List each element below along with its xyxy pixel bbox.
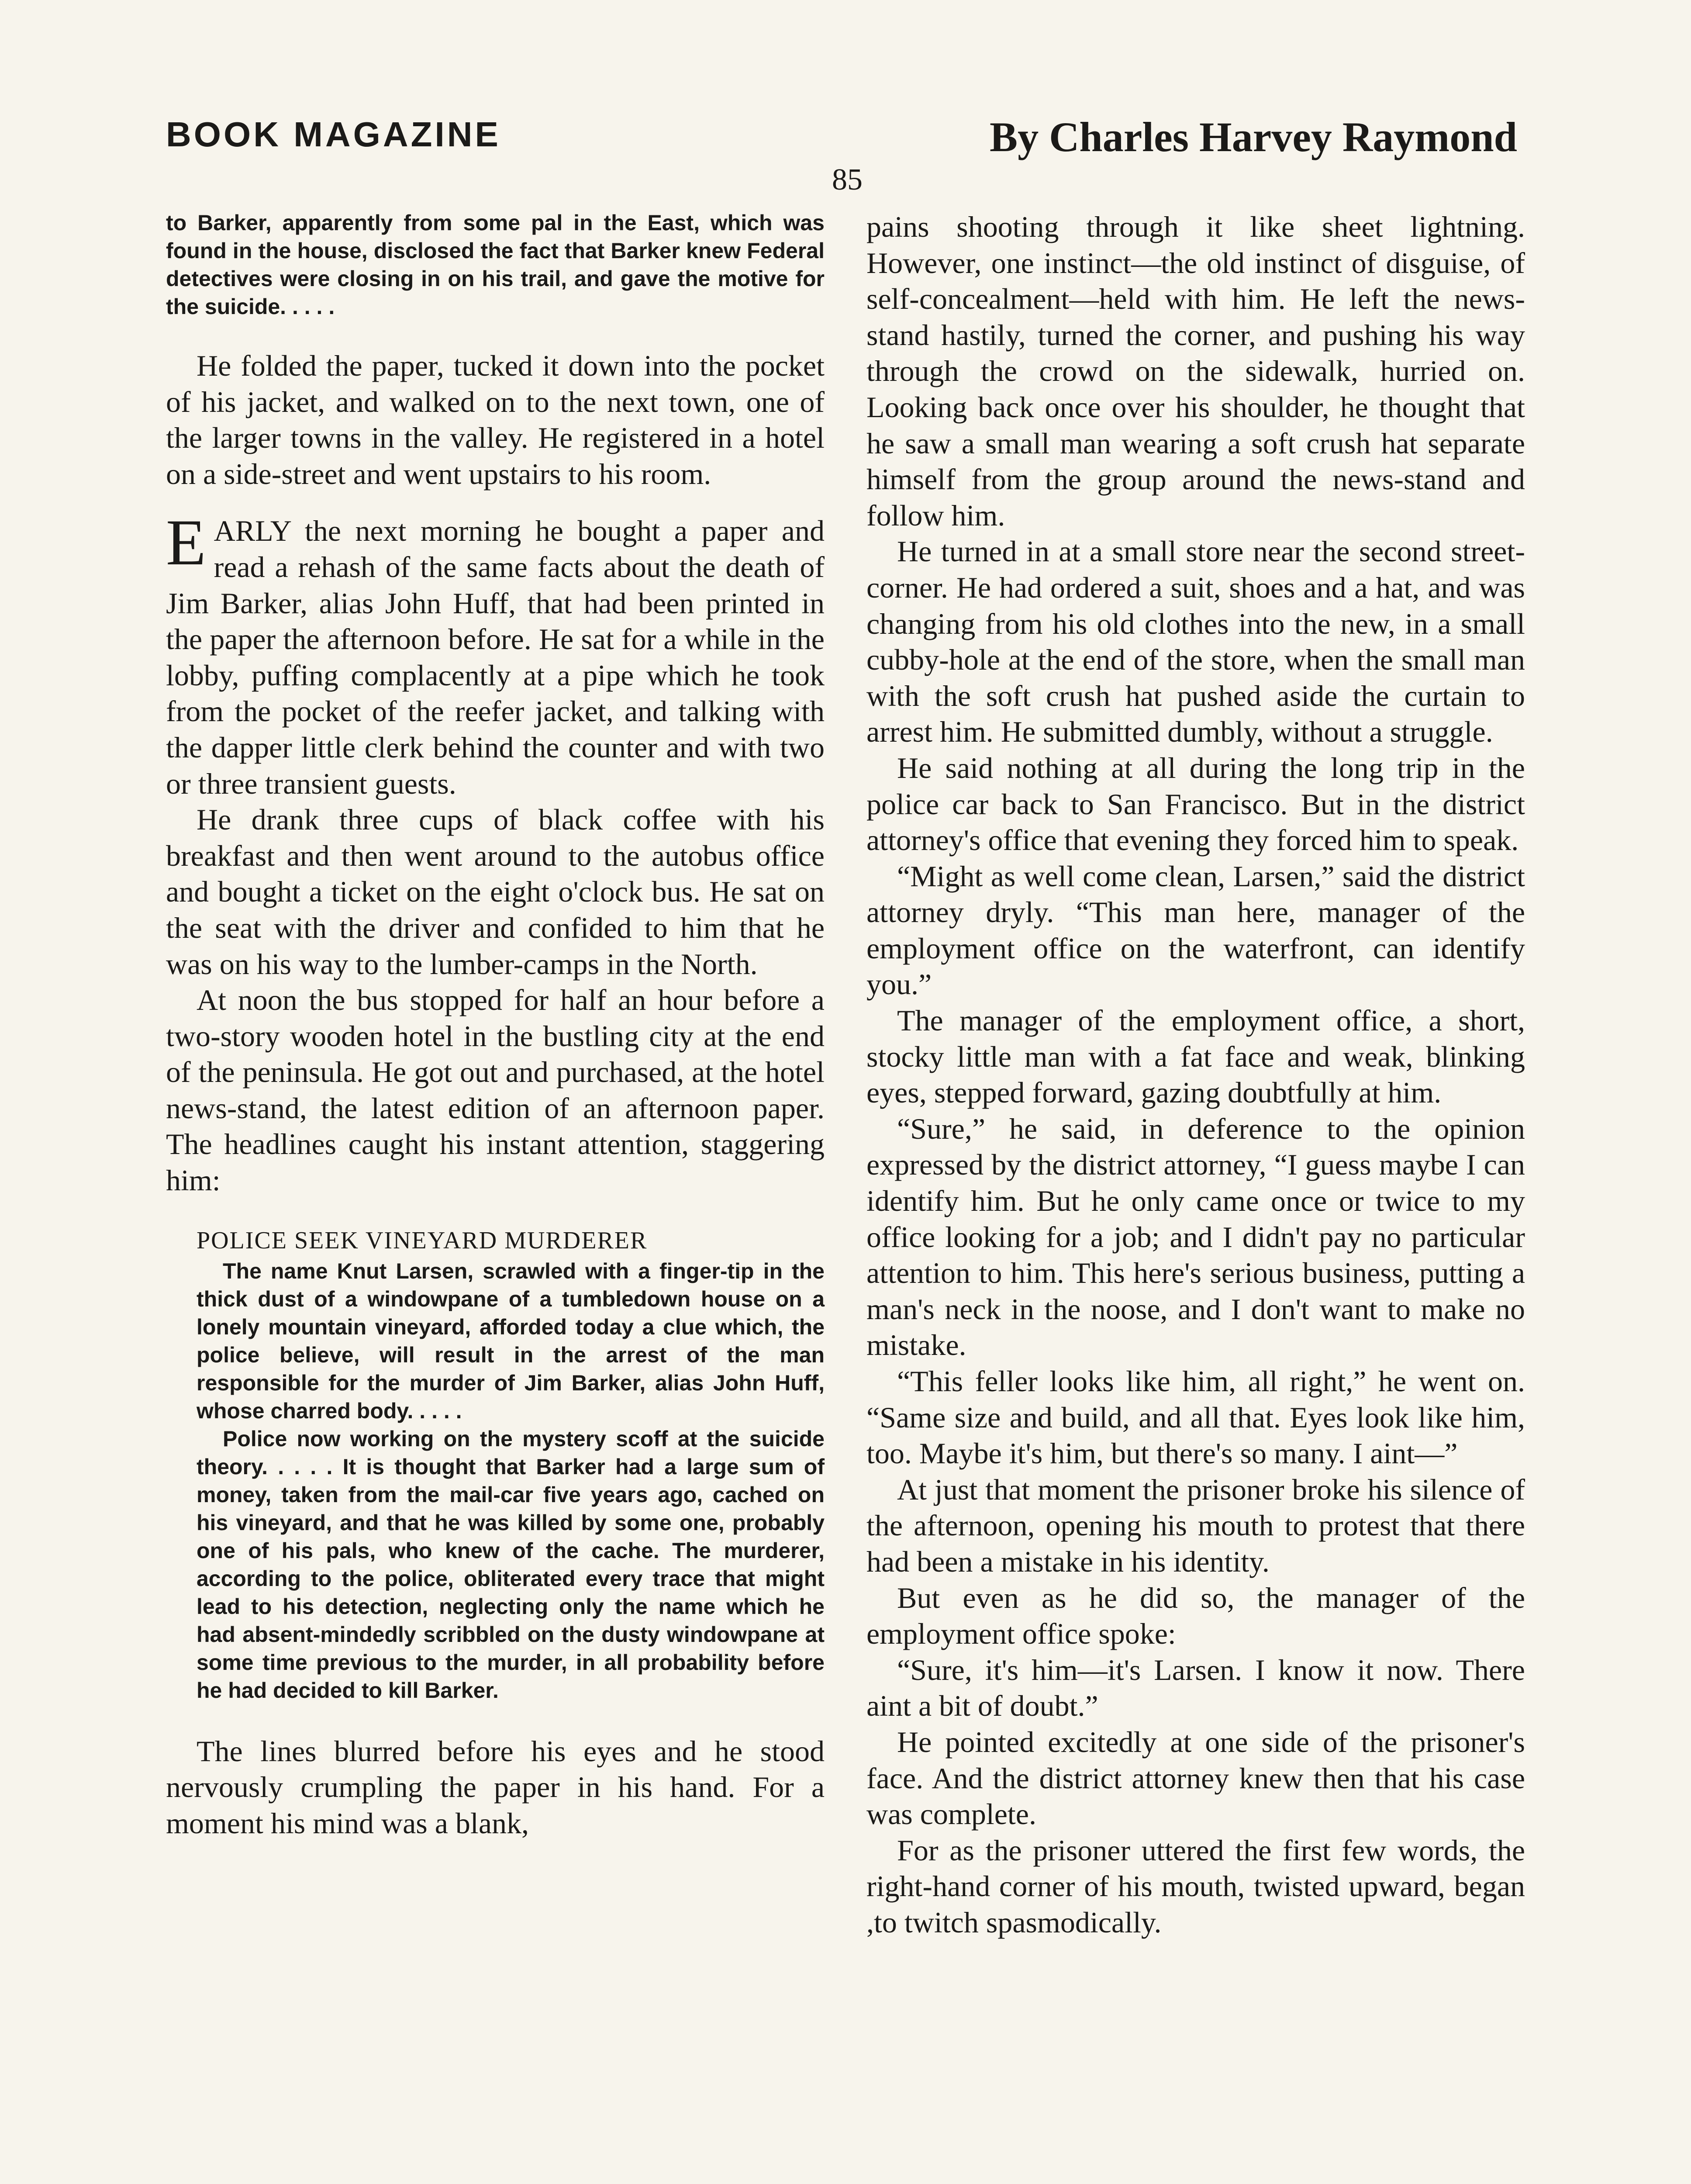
news-clipping: [166, 1227, 825, 1704]
paragraph: At noon the bus stopped for half an hour before a two-story wooden hotel in the bustling city at the end of the peninsula. He got out and purchased, at the hotel news-stand, the latest edition of an afternoon paper. The headlines caught his instant attention, staggering him:: [166, 983, 825, 1197]
paragraph: But even as he did so, the manager of the employment office spoke:: [866, 1581, 1525, 1651]
paragraph: For as the prisoner uttered the first few words, the right-hand corner of his mouth, twisted upward, began ,to twitch spasmodically.: [866, 1833, 1525, 1939]
clipping-paragraph: The name Knut Larsen, scrawled with a finger-tip in the thick dust of a windowpane of a tumbledown house on a lonely mountain vineyard, afforded today a clue which, the police believe, will result in the arrest of the man responsible for the murder of Jim Barker, alias John Huff, whose charred body. . . . .: [197, 1258, 825, 1423]
left-column: [166, 209, 825, 1841]
page-number: 85: [832, 163, 863, 197]
paragraph: pains shooting through it like sheet lightning. However, one instinct—the old instinct of disguise, of self-concealment—held with him. He left the news-stand hastily, turned the corner, and pushing his way through the crowd on the sidewalk, hurried on. Looking back once over his shoulder, he thought that he saw a small man wearing a soft crush hat separate himself from the group around the news-stand and follow him.: [866, 210, 1525, 532]
clipping-headline: POLICE SEEK VINEYARD MURDERER: [197, 1227, 648, 1254]
paragraph-text: ARLY the next morning he bought a paper and read a rehash of the same facts about the death of Jim Barker, alias John Huff, that had been printed in the paper the afternoon before. He sat for a while in the lobby, puffing complacently at a pipe which he took from the pocket of the reefer jacket, and talking with the dapper little clerk behind the counter and with two or three transient guests.: [166, 514, 825, 800]
magazine-title: BOOK MAGAZINE: [166, 115, 501, 154]
right-column: [866, 209, 1525, 1941]
paragraph: The manager of the employment office, a short, stocky little man with a fat face and weak, blinking eyes, stepped forward, gazing doubtfully at him.: [866, 1004, 1525, 1109]
paragraph: He pointed excitedly at one side of the prisoner's face. And the district attorney knew then that his case was complete.: [866, 1725, 1525, 1831]
author-byline: By Charles Harvey Raymond: [990, 114, 1517, 160]
paragraph: He turned in at a small store near the second street-corner. He had ordered a suit, shoes and a hat, and was changing from his old clothes into the new, in a small cubby-hole at the end of the store, when the small man with the soft crush hat pushed aside the curtain to arrest him. He submitted dumbly, without a struggle.: [866, 535, 1525, 749]
paragraph: “Might as well come clean, Larsen,” said the district attorney dryly. “This man here, manager of the employment office on the waterfront, can identify you.”: [866, 859, 1525, 1001]
clipping-paragraph: Police now working on the mystery scoff at the suicide theory. . . . . It is thought that Barker had a large sum of money, taken from the mail-car five years ago, cached on his vineyard, and that he was killed by some one, probably one of his pals, who knew of the cache. The murderer, according to the police, obliterated every trace that might lead to his detection, neglecting only the name which he had absent-mindedly scribbled on the dusty windowpane at some time previous to the murder, in all probability before he had decided to kill Barker.: [197, 1426, 825, 1703]
paragraph: At just that moment the prisoner broke his silence of the afternoon, opening his mouth to protest that there had been a mistake in his identity.: [866, 1472, 1525, 1578]
paragraph-dropcap: [166, 506, 825, 802]
paragraph: He said nothing at all during the long trip in the police car back to San Francisco. But in the district attorney's office that evening they forced him to speak.: [866, 751, 1525, 857]
paragraph: “Sure,” he said, in deference to the opinion expressed by the district attorney, “I guess maybe I can identify him. But he only came once or twice to my office looking for a job; and I didn't pay no particular attention to him. This here's serious business, putting a man's neck in the noose, and I don't want to make no mistake.: [866, 1112, 1525, 1362]
paragraph: He folded the paper, tucked it down into the pocket of his jacket, and walked on to the next town, one of the larger towns in the valley. He registered in a hotel on a side-street and went upstairs to his room.: [166, 349, 825, 491]
paragraph: He drank three cups of black coffee with his breakfast and then went around to the autobus office and bought a ticket on the eight o'clock bus. He sat on the seat with the driver and confided to him that he was on his way to the lumber-camps in the North.: [166, 803, 825, 981]
paragraph: “Sure, it's him—it's Larsen. I know it now. There aint a bit of doubt.”: [866, 1653, 1525, 1723]
clipping-paragraph: to Barker, apparently from some pal in the East, which was found in the house, disclosed the fact that Barker knew Federal detectives were closing in on his trail, and gave the motive for the suicide. . . . .: [166, 211, 825, 319]
paragraph: The lines blurred before his eyes and he stood nervously crumpling the paper in his hand. For a moment his mind was a blank,: [166, 1734, 825, 1840]
drop-cap: E: [166, 506, 206, 579]
news-clipping-continued: [166, 209, 825, 321]
paragraph: “This feller looks like him, all right,” he went on. “Same size and build, and all that. Eyes look like him, too. Maybe it's him, but there's so many. I aint—”: [866, 1365, 1525, 1470]
